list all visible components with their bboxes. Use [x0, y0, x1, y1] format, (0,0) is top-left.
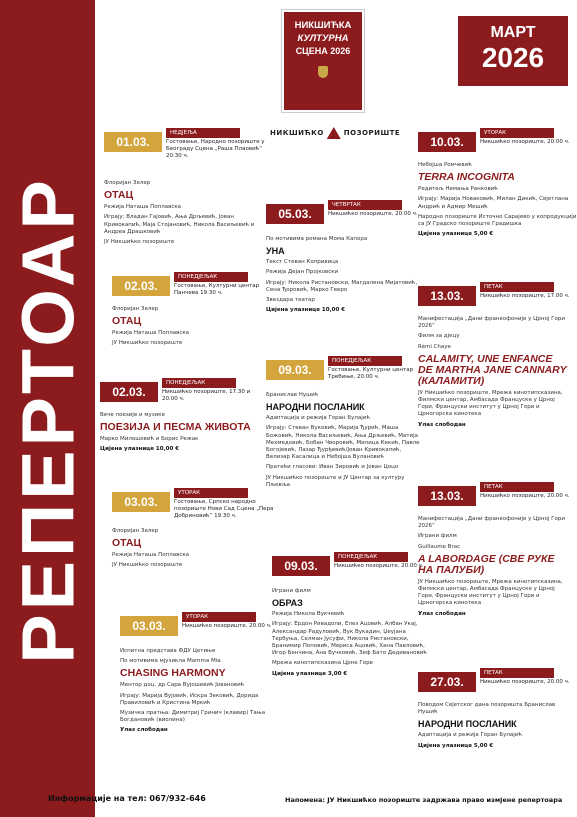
event-day: ПОНЕДЈЕЉАК [334, 552, 408, 562]
side-title [0, 0, 95, 817]
event-date: 27.03. [418, 672, 476, 692]
event-line: ЈУ Никшићко позориште [112, 562, 183, 569]
event-title: ПОЕЗИЈА И ПЕСМА ЖИВОТА [100, 421, 251, 434]
event-date: 02.03. [100, 382, 158, 402]
event-venue: Гостовање, Културни центар Панчева 19.30 ч. [174, 283, 260, 296]
event-title: ОТАЦ [104, 189, 134, 202]
event-day: ЧЕТВРТАК [328, 200, 402, 210]
event-price: Цијена улазнице 3,00 € [272, 670, 348, 677]
event-card [100, 378, 260, 457]
event-line: Режија Наташа Поплавска [104, 204, 182, 211]
event-line: Манифестација „Дани франкофоније у Црној Гори 2026“ [418, 316, 565, 330]
event-line: ЈУ Никшићко позориште, Мрежа кинотипсказина, Филмски центар, Амбасада Француске у Црној Гори, Француски институт у Црној Гори и Црногорска кинотека [418, 578, 563, 607]
event-card [272, 552, 432, 681]
event-title: ОБРАЗ [272, 598, 303, 609]
event-day: ПОНЕДЈЕЉАК [328, 356, 402, 366]
event-day: УТОРАК [174, 488, 248, 498]
event-line: По мотивима романа Мома Капора [266, 236, 368, 242]
event-venue: Никшићко позориште, 20.00 ч. [328, 211, 418, 217]
event-card [112, 272, 272, 351]
event-title: ОТАЦ [112, 537, 142, 550]
event-line: ЈУ Никшићко позориште и ЈУ Центар за културу Пљевља [266, 474, 405, 488]
event-line: Манифестација „Дани франкофоније у Црној Гори 2026“ [418, 516, 565, 530]
event-date: 03.03. [120, 616, 178, 636]
month-year: 2026 [481, 42, 545, 73]
event-date: 09.03. [272, 556, 330, 576]
event-card [120, 612, 280, 738]
event-line: Народно позориште Источно Сарајево у копродукцији са ЈУ Градско позориште Градишка [418, 213, 577, 228]
event-line: Звездара театар [266, 297, 315, 304]
event-venue: Никшићко позориште, 20.00 ч. [334, 563, 424, 569]
festival-logo [282, 10, 364, 112]
event-day: ПЕТАК [480, 482, 554, 492]
month-box [458, 16, 568, 86]
event-date: 13.03. [418, 286, 476, 306]
event-date: 09.03. [266, 360, 324, 380]
event-line: Guillaume Brac [418, 543, 461, 550]
month-name: МАРТ [490, 24, 536, 41]
event-price: Цијена улазнице 10,00 € [266, 307, 346, 314]
logo-line2: КУЛТУРНА [297, 33, 349, 44]
event-date: 02.03. [112, 276, 170, 296]
crest-icon [318, 66, 328, 78]
event-day: УТОРАК [182, 612, 256, 622]
event-line: Играју: Марија Вујовић, Искра Зековић, Дорида Правиловић и Кристина Мркић [120, 692, 259, 706]
event-card [418, 128, 577, 241]
event-line: Флоријан Зелер [104, 180, 151, 186]
brand-left: НИКШИЋКО [270, 129, 324, 137]
event-line: Играни филм [272, 588, 311, 594]
event-card [418, 668, 568, 753]
event-line: Небојша Ромчевић [418, 162, 472, 168]
event-line: Пратећи гласови: Иван Зировић и Јован Цоцо [266, 464, 399, 471]
event-line: Режија Наташа Поплавска [112, 330, 190, 337]
event-title: TERRA INCOGNITA [418, 171, 515, 184]
event-day: ПЕТАК [480, 668, 554, 678]
event-title: НАРОДНИ ПОСЛАНИК [266, 402, 365, 413]
event-line: Испитна представа ФДУ Цетиње [120, 648, 216, 654]
event-venue: Никшићко позориште, 20.00 ч. [480, 493, 570, 499]
event-date: 13.03. [418, 486, 476, 506]
brand-right: ПОЗОРИШТЕ [343, 129, 401, 137]
event-day: ПЕТАК [480, 282, 554, 292]
event-line: ЈУ Никшићко позориште, Мрежа кинотипсказина, Филмски центар, Амбасада Француске у Црној Гори, Француски институт у Црној Гори и Црногорска кинотека [418, 389, 563, 418]
theatre-logo-icon [327, 127, 341, 139]
footer-info: Информације на тел: 067/932-646 [48, 794, 206, 803]
event-line: Поводом Свјетског дана позоришта Бранислав Нушић [418, 702, 556, 716]
side-title-text: РЕПЕРТОАР [6, 176, 90, 664]
event-line: Rémi Chaye [418, 343, 451, 350]
event-card [418, 282, 568, 432]
event-line: Адаптација и режија Горан Булајић [266, 415, 370, 422]
event-line: Адаптација и режија Горан Булајић [418, 732, 522, 739]
event-card [418, 482, 568, 621]
event-venue: Гостовање, Културни центар Требиње, 20.00 ч. [328, 367, 414, 380]
logo-line1: НИКШИЋКА [294, 20, 352, 31]
event-venue: Никшићко позориште, 17.30 и 20.00 ч. [162, 389, 251, 402]
event-price: Улаз слободан [120, 727, 168, 734]
event-venue: Никшићко позориште, 20.00 ч. [480, 139, 570, 145]
logo-line3: СЦЕНА 2026 [295, 46, 351, 56]
event-line: Редитељ Немања Ранковић [418, 186, 498, 193]
event-line: Марко Милошевић и Борис Режак [100, 436, 199, 443]
event-price: Цијена улазнице 5,00 € [418, 742, 494, 749]
event-venue: Гостовање, Српско народно позориште Нови Сад Сцена „Пера Добриновић“ 19.30 ч. [174, 499, 274, 519]
event-line: Мрежа кинотипсказина Црне Горе [272, 660, 373, 667]
event-line: Режија Наташа Поплавска [112, 552, 190, 559]
event-title: A LABORDAGE (СВЕ РУКЕ НА ПАЛУБИ) [418, 552, 555, 576]
event-price: Цијена улазнице 10,00 € [100, 446, 180, 453]
event-card [266, 356, 426, 492]
event-price: Улаз слободан [418, 610, 466, 617]
event-card [266, 200, 426, 317]
event-line: Играју: Никола Ристановски, Магдалена Мијатовић, Сена Ђоровић, Марко Гверо [266, 279, 418, 293]
event-line: Режија Дејан Пројковски [266, 269, 339, 276]
event-title: CALAMITY, UNE ENFANCE DE MARTHA JANE CANNARY (КАЛАМИТИ) [418, 352, 567, 387]
event-line: Музичка пратња: Димитриј Гринич (клавир) Тања Богдановић (виолина) [120, 710, 266, 724]
event-line: Играју: Владан Гајовић, Ања Дрљевић, Јован Кривокапић, Маја Стојановић, Никола Васиљевић и Андреа Драшковић [104, 214, 255, 235]
event-title: НАРОДНИ ПОСЛАНИК [418, 719, 517, 730]
event-title: ОТАЦ [112, 315, 142, 328]
event-line: ЈУ Никшићко позориште [112, 340, 183, 347]
event-line: Текст Стеван Копривица [266, 259, 339, 266]
event-day: ПОНЕДЈЕЉАК [162, 378, 236, 388]
event-line: Ментор доц. др Сара Вујошевић Јовановић [120, 682, 245, 689]
event-card [104, 128, 264, 249]
event-title: УНА [266, 246, 285, 257]
event-date: 10.03. [418, 132, 476, 152]
event-venue: Гостовање, Народно позориште у Београду Сцена „Раша Плаовић“ 20.30 ч. [166, 139, 265, 159]
footer-note: Напомена: ЈУ Никшићко позориште задржава право измјене репертоара [285, 796, 563, 804]
event-line: Филм за дјецу [418, 333, 460, 340]
event-line: Вече поезије и музике [100, 412, 165, 418]
event-line: Играју: Марија Новаковић, Милан Дикић, Свјетлана Андрић и Адмир Мешић [418, 196, 569, 210]
event-line: Играју: Стеван Вуковић, Марија Ђурић, Маша Божовић, Никола Васиљевић, Ања Дрљевић, Матија Мехмедовић, Бобан Чворовић, Милица Кекић, Павле Богојевић, Лазар Ђурђевић/Јован Кривокапић, Велизар Касалица и Небојша Вулановић [266, 425, 420, 461]
event-line: Играни филм [418, 533, 457, 540]
event-date: 01.03. [104, 132, 162, 152]
event-line: Играју: Ердон Ривадоли, Елез Ацовић, Албан Укај, Александар Радуловић, Вук Вукадин, Џеујана Тербуња, Селман Јусуфи, Никола Ристановски, Бранимир Поповић, Мериса Ацовић, Хана Павловић, Игор Бенчина, Ана Вучковић, Зеф Бато Дедивановић [272, 621, 427, 657]
event-line: ЈУ Никшићко позориште [104, 239, 175, 246]
theatre-brand [270, 127, 400, 139]
event-venue: Никшићко позориште, 20.00 ч. [182, 623, 272, 629]
event-line: Бранислав Нушић [266, 392, 319, 398]
event-date: 05.03. [266, 204, 324, 224]
event-day: ПОНЕДЈЕЉАК [174, 272, 248, 282]
event-title: CHASING HARMONY [120, 667, 226, 680]
event-venue: Никшићко позориште, 17.00 ч. [480, 293, 570, 299]
event-day: УТОРАК [480, 128, 554, 138]
event-date: 03.03. [112, 492, 170, 512]
event-day: НЕДЈЕЉА [166, 128, 240, 138]
event-line: Флоријан Зелер [112, 528, 159, 534]
event-line: Режија Никола Вукчевић [272, 611, 345, 618]
event-price: Улаз слободан [418, 421, 466, 428]
event-card [112, 488, 272, 573]
event-line: Флоријан Зелер [112, 306, 159, 312]
event-venue: Никшићко позориште, 20.00 ч. [480, 679, 570, 685]
event-price: Цијена улазнице 5,00 € [418, 231, 494, 238]
event-line: По мотивима мјузикла Mamma Mia [120, 658, 221, 665]
